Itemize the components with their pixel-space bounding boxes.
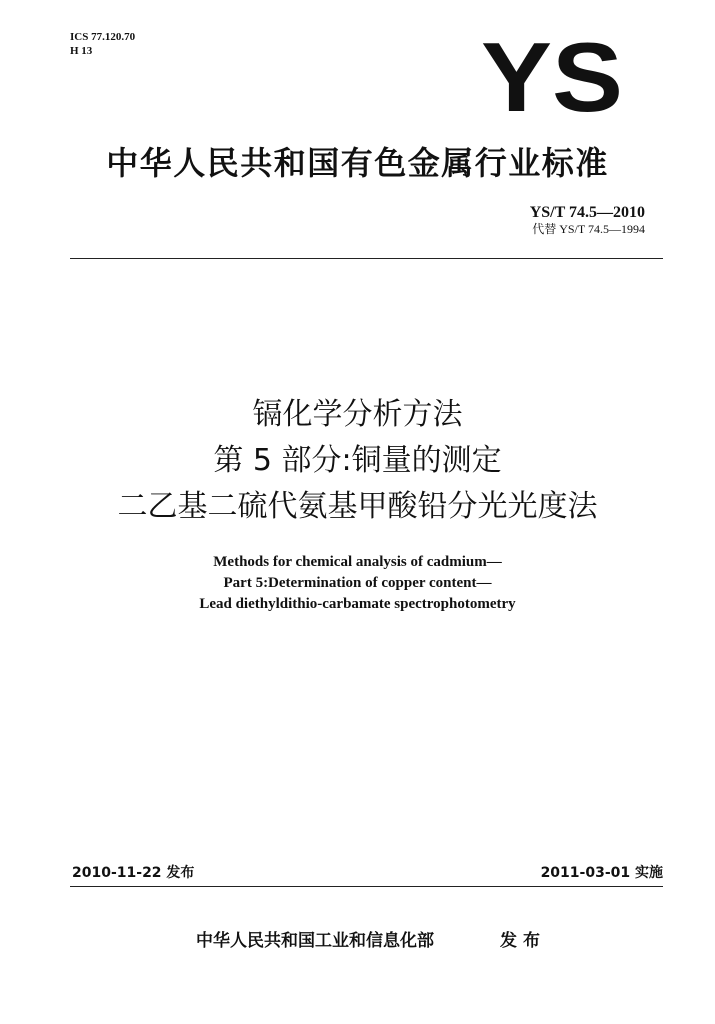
standard-category-title: 中华人民共和国有色金属行业标准	[106, 144, 609, 182]
english-title-line-3: Lead diethyldithio-carbamate spectrophotometry	[199, 596, 516, 612]
header-divider	[70, 258, 663, 259]
footer-divider	[70, 886, 663, 887]
english-title-line-1: Methods for chemical analysis of cadmium—	[213, 554, 502, 570]
standard-code-block	[530, 204, 645, 236]
chinese-title-line-1: 镉化学分析方法	[252, 397, 463, 432]
ys-logo	[480, 40, 625, 115]
chinese-title-line-2: 第 5 部分:铜量的测定	[213, 443, 502, 478]
classification-codes	[70, 30, 135, 58]
ccs-code: H 13	[70, 45, 93, 57]
english-title	[0, 552, 715, 615]
implementation-date: 2011-03-01 实施	[540, 865, 663, 881]
standard-number: YS/T 74.5—2010	[529, 204, 645, 221]
replaces-standard: 代替 YS/T 74.5—1994	[532, 222, 645, 236]
publisher-name: 中华人民共和国工业和信息化部	[196, 931, 434, 951]
english-title-line-2: Part 5:Determination of copper content—	[223, 575, 492, 591]
ys-logo-text: YS	[481, 40, 623, 115]
publish-label: 发布	[500, 931, 546, 951]
ics-code: ICS 77.120.70	[70, 31, 136, 43]
chinese-title	[0, 392, 715, 530]
issue-date: 2010-11-22 发布	[72, 865, 195, 881]
chinese-title-line-3: 二乙基二硫代氨基甲酸铅分光光度法	[117, 489, 598, 524]
